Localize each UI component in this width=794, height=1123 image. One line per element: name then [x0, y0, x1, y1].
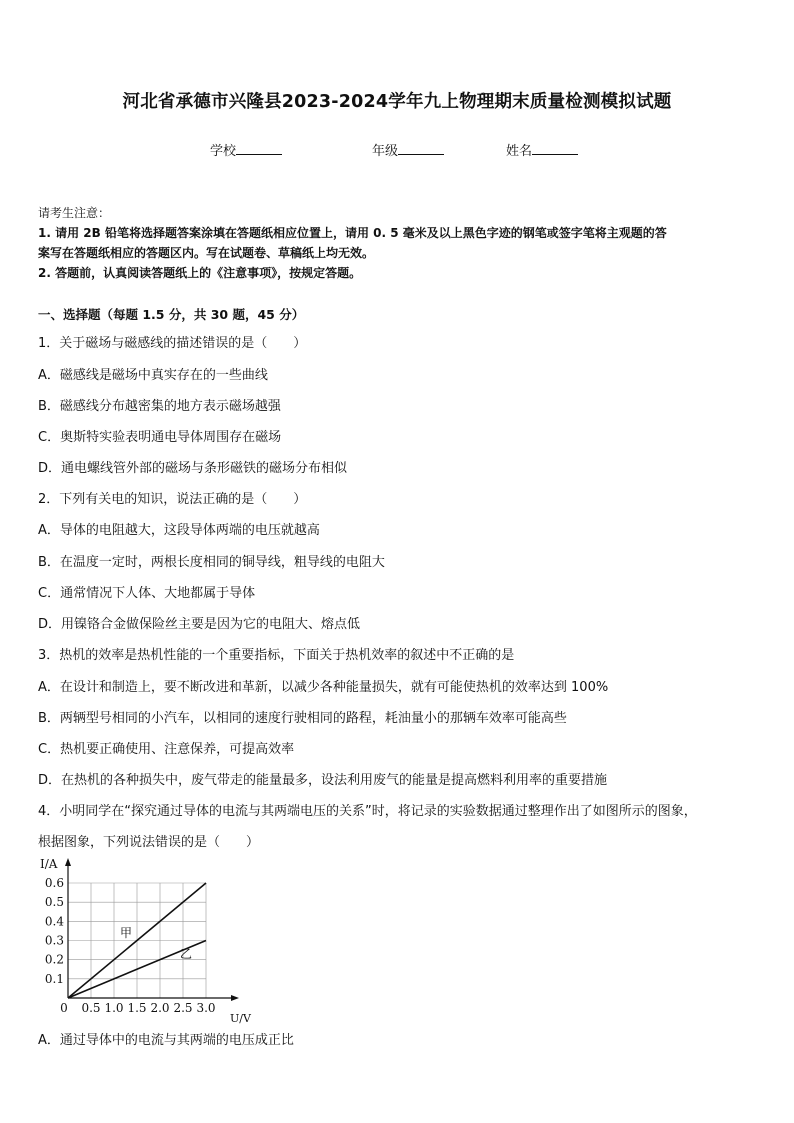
- x-tick-label-5: 3.0: [196, 1001, 216, 1015]
- y-axis-label: I/A: [40, 857, 58, 871]
- candidate-notes: [38, 203, 758, 283]
- question-1-option-a: A．磁感线是磁场中真实存在的一些曲线: [38, 368, 268, 383]
- name-field: [506, 140, 578, 159]
- name-label: 姓名: [506, 144, 533, 159]
- question-4-stem-line-1: 4．小明同学在“探究通过导体的电流与其两端电压的关系”时，将记录的实验数据通过整理作出了如图所示的图象，: [38, 804, 697, 819]
- question-2-option-c: C．通常情况下人体、大地都属于导体: [38, 586, 256, 601]
- grade-field: [372, 140, 444, 159]
- note-item-1-line-1: 1. 请用 2B 铅笔将选择题答案涂填在答题纸相应位置上，请用 0. 5 毫米及以上黑色字迹的钢笔或签字笔将主观题的答: [38, 226, 667, 240]
- y-axis-arrow: [65, 858, 71, 866]
- section-title: 一、选择题（每题 1.5 分，共 30 题，45 分）: [38, 307, 305, 322]
- question-2-stem: 2．下列有关电的知识，说法正确的是（ ）: [38, 492, 307, 507]
- note-item-2: 2. 答题前，认真阅读答题纸上的《注意事项》，按规定答题。: [38, 266, 362, 280]
- question-1-option-c: C．奥斯特实验表明通电导体周围存在磁场: [38, 430, 282, 445]
- question-1-option-b: B．磁感线分布越密集的地方表示磁场越强: [38, 399, 281, 414]
- question-4-option-a: A．通过导体中的电流与其两端的电压成正比: [38, 1033, 294, 1048]
- school-field: [210, 140, 282, 159]
- series-label-1: 乙: [180, 947, 193, 961]
- x-tick-label-4: 2.5: [173, 1001, 193, 1015]
- y-tick-label-1: 0.2: [44, 952, 64, 967]
- y-tick-label-2: 0.3: [44, 933, 64, 948]
- exam-title: 河北省承德市兴隆县2023-2024学年九上物理期末质量检测模拟试题: [122, 92, 672, 112]
- x-tick-label-1: 1.0: [104, 1001, 124, 1015]
- question-3-stem: 3．热机的效率是热机性能的一个重要指标，下面关于热机效率的叙述中不正确的是: [38, 648, 515, 663]
- question-3-option-b: B．两辆型号相同的小汽车，以相同的速度行驶相同的路程，耗油量小的那辆车效率可能高些: [38, 711, 567, 726]
- question-4-stem-line-2: 根据图象，下列说法错误的是（ ）: [38, 835, 260, 850]
- y-tick-label-5: 0.6: [44, 876, 64, 890]
- x-tick-label-0: 0.5: [81, 1001, 101, 1015]
- grade-blank[interactable]: [398, 142, 444, 155]
- x-tick-label-3: 2.0: [150, 1001, 170, 1015]
- question-2-option-b: B．在温度一定时，两根长度相同的铜导线，粗导线的电阻大: [38, 555, 385, 570]
- question-1-stem: 1．关于磁场与磁感线的描述错误的是（ ）: [38, 336, 307, 351]
- x-tick-label-2: 1.5: [127, 1001, 147, 1015]
- origin-label: 0: [60, 1001, 68, 1015]
- notes-heading: 请考生注意：: [38, 206, 111, 220]
- x-axis-label: U/V: [230, 1012, 251, 1025]
- y-tick-label-3: 0.4: [44, 914, 64, 929]
- question-3-option-c: C．热机要正确使用、注意保养，可提高效率: [38, 742, 295, 757]
- series-label-0: 甲: [120, 926, 133, 940]
- x-axis-arrow: [231, 995, 239, 1001]
- grade-label: 年级: [372, 144, 399, 159]
- question-2-option-d: D．用镍铬合金做保险丝主要是因为它的电阻大、熔点低: [38, 617, 361, 632]
- y-tick-label-4: 0.5: [44, 895, 64, 910]
- chart-labels: [40, 857, 252, 1025]
- question-3-option-a: A．在设计和制造上，要不断改进和革新，以减少各种能量损失，就有可能使热机的效率达到 100%: [38, 680, 609, 695]
- name-blank[interactable]: [532, 142, 578, 155]
- y-tick-label-0: 0.1: [44, 971, 64, 986]
- question-2-option-a: A．导体的电阻越大，这段导体两端的电压就越高: [38, 523, 320, 538]
- school-label: 学校: [210, 144, 237, 159]
- note-item-1-line-2: 案写在答题纸相应的答题区内。写在试题卷、草稿纸上均无效。: [38, 246, 375, 260]
- school-blank[interactable]: [236, 142, 282, 155]
- current-voltage-chart: [34, 856, 251, 1025]
- question-1-option-d: D．通电螺线管外部的磁场与条形磁铁的磁场分布相似: [38, 461, 348, 476]
- question-3-option-d: D．在热机的各种损失中，废气带走的能量最多，设法利用废气的能量是提高燃料利用率的重要措施: [38, 773, 608, 788]
